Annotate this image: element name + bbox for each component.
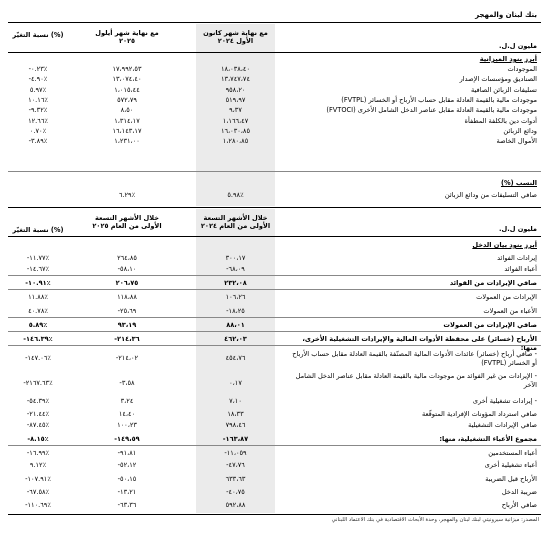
sec2-row-value-2024: ١٠٦،٢٦ <box>225 293 246 301</box>
sec2-row-value-2024: -١٨،٢٥ <box>226 307 245 315</box>
sec1-row-value-2024: ١٨،٠٣٨،٤٠ <box>220 65 251 73</box>
sec2-row-pct: -١١٠.٦٩٪ <box>25 501 51 509</box>
sec2-row-value-2025: ٩٣،١٩ <box>117 321 137 329</box>
sec2-row-value-2025: ١١٨،٨٨ <box>117 293 137 301</box>
sec1-header-2025: مع نهاية شهر أيلول ٢٠٢٥ <box>95 29 159 46</box>
sec2-row-label: صافي الأرباح <box>501 501 537 509</box>
sec1-divider <box>8 171 541 172</box>
sec2-row-label: إيرادات الفوائد <box>497 254 537 262</box>
sec2-row-label: الأرباح (خسائر) على محفظة الأدوات المالية والإيرادات التشغيلية الأخرى، منها: <box>302 335 537 352</box>
sec2-row-divider <box>8 331 541 332</box>
sec1-row-value-2025: ١٦،١٤٣،١٧ <box>112 126 142 135</box>
sec1-row-label: موجودات مالية بالقيمة العادلة مقابل حساب الأرباح أو الخسائر (FVTPL) <box>341 95 537 104</box>
source-note: المصدر: ميزانية سيرونيتي لبنك لبنان والمهجر، وحدة الأبحاث الاقتصادية في بنك الاعتماد اللبناني <box>331 517 539 523</box>
sec2-row-value-2024: ٨٨،٠١ <box>226 321 245 329</box>
sec2-row-pct: -١٤٦.٣٩٪ <box>23 335 53 343</box>
sec2-row-label: صافي الإيرادات التشغيلية <box>468 421 537 429</box>
sec1-row-value-2024: ١،٢٨٠،٨٥ <box>222 137 249 146</box>
sec2-row-value-2024: -١٦٣،٨٧ <box>222 435 249 443</box>
sec1-row-value-2025: ١،٠١٥،٤٤ <box>114 85 140 94</box>
sec2-row-value-2025: ٢٠٦،٧٥ <box>115 279 139 287</box>
sec1-row-label: موجودات مالية بالقيمة العادلة مقابل عناصر الدخل الشامل الأخرى (FVTOCI) <box>326 106 537 115</box>
sec1-row-pct: -٣.٨٩٪ <box>28 137 48 146</box>
sec1-row-pct: ٥.٩٧٪ <box>29 85 47 94</box>
sec1-ratio-2025: ٦.٢٩٪ <box>118 191 136 199</box>
sec1-row-label: الموجودات <box>507 65 537 73</box>
sec2-row-pct: ٤٠.٧٨٪ <box>28 307 48 315</box>
sec2-row-label: - إيرادات تشغيلية أخرى <box>472 397 537 405</box>
sec2-row-label: صافي استرداد المؤونات الإفرادية المتوقّعة <box>421 410 537 418</box>
sec2-row-divider <box>8 345 541 346</box>
sec2-row-value-2024: ٤٥٤،٧٦ <box>225 354 246 362</box>
sec1-row-value-2025: ١٧،٩٩٢،٥٣ <box>112 65 142 73</box>
sec2-row-value-2025: -٦٣،٣٦ <box>117 501 137 509</box>
sec2-row-value-2025: -٢٥،٦٩ <box>117 307 137 315</box>
sec2-row-value-2025: ٢٦٤،٨٥ <box>117 254 137 262</box>
sec1-row-value-2025: ٥٧٢،٧٩ <box>117 95 137 104</box>
sec1-unit-label: مليون ل.ل. <box>499 42 537 50</box>
sec2-row-label: - الإيرادات من غير الفوائد من موجودات مالية بالقيمة العادلة مقابل عناصر الدخل الشامل الآخر <box>295 372 537 389</box>
sec2-row-value-2024: -٤٧،٧٦ <box>226 461 245 469</box>
sec1-row-label: تسليفات الزبائن الصافية <box>470 85 537 94</box>
sec1-row-value-2025: ١،٣١٤،١٧ <box>114 116 140 125</box>
sec2-unit-label: مليون ل.ل. <box>499 225 537 233</box>
sec1-row-pct: -٠.٢٣٪ <box>28 65 48 73</box>
title-underline <box>8 22 541 23</box>
sec2-row-value-2025: -٢١٤،٣٦ <box>114 335 140 343</box>
sec1-header-rule <box>8 52 541 53</box>
sec1-end-rule <box>8 207 541 208</box>
sec2-row-divider <box>8 275 541 276</box>
sec2-row-label: الإيرادات من العمولات <box>476 293 537 301</box>
sec2-row-label: صافي الإيرادات من العمولات <box>443 321 537 329</box>
sec2-row-value-2025: ١٤،٤٠ <box>118 410 136 418</box>
sec2-row-value-2024: -١١،٠٥٩ <box>224 449 247 457</box>
sec1-row-pct: ٠.٧٠٪ <box>29 126 47 135</box>
sec2-row-pct: ٥.٨٩٪ <box>28 321 48 329</box>
sec1-row-label: الصناديق ومؤسسات الإصدار <box>459 75 537 84</box>
sec2-row-value-2025: -٥٠،١٥ <box>117 475 137 483</box>
sec1-row-value-2025: ٨،٥٠ <box>120 106 134 115</box>
sec2-row-label: الأرباح قبل الضريبة <box>485 475 537 483</box>
sec2-row-value-2024: ٥٩٢،٨٨ <box>225 501 246 509</box>
sec2-row-value-2025: -٢١٤،٠٢ <box>115 354 139 362</box>
sec2-row-pct: -٨٧.٤٥٪ <box>26 421 50 429</box>
sec2-row-label: أعباء تشغيلية أخرى <box>484 461 537 469</box>
sec1-row-value-2025: ١،٢٣١،٠٠ <box>114 137 140 146</box>
sec1-row-pct: -٤.٩٠٪ <box>28 75 48 84</box>
sec2-row-value-2024: ١٨،٣٣ <box>227 410 244 418</box>
sec1-header-2024: مع نهاية شهر كانون الأول ٢٠٢٤ <box>203 29 268 46</box>
sec2-row-value-2025: -٣،٥٨ <box>119 379 135 387</box>
sec1-row-value-2024: ٩،٣٧ <box>229 106 242 115</box>
sec2-row-divider <box>8 445 541 446</box>
sec1-ratio-label: صافي التسليفات من ودائع الزبائن <box>444 191 537 199</box>
sec2-row-value-2025: ٣،٢٤ <box>120 397 134 405</box>
sec2-row-value-2024: ٦٣٣،٦٣ <box>225 475 246 483</box>
bank-title: بنك لبنان والمهجر <box>475 11 537 19</box>
sec2-row-pct: -١٠٧.٩١٪ <box>25 475 51 483</box>
sec2-row-pct: -٢١.٤٤٪ <box>26 410 50 418</box>
sec2-row-value-2024: ٤٦٢،٠٣ <box>224 335 247 343</box>
sec2-row-value-2024: -٤٠،٧٥ <box>226 488 245 496</box>
sec2-header-pct: نسبة التغيّر (%) <box>12 226 64 234</box>
sec2-row-pct: ٩.١٢٪ <box>29 461 47 469</box>
sec2-row-pct: -١١.٧٧٪ <box>26 254 50 262</box>
sec2-row-value-2025: ١٠٠،٢٣ <box>117 421 137 429</box>
sec1-row-value-2024: ٥١٩،٩٧ <box>225 95 246 104</box>
sec1-ratios-title: النسب (%) <box>500 179 537 187</box>
sec1-row-value-2024: ٩٥٨،٢٠ <box>225 85 246 94</box>
sec2-row-pct: -٥٤.٣٩٪ <box>26 397 50 405</box>
sec2-row-label: صافي الإيرادات من الفوائد <box>449 279 537 287</box>
sec2-header-rule <box>8 236 541 237</box>
sec2-row-pct: ١١.٨٨٪ <box>28 293 48 301</box>
sec1-row-label: الأموال الخاصة <box>496 137 537 146</box>
sec2-row-label: الأعباء من العمولات <box>483 307 537 315</box>
sec1-row-label: أدوات دين بالكلفة المطفأة <box>464 116 537 125</box>
sec1-row-value-2025: ١٣،٠٧٤،٤٠ <box>112 75 142 84</box>
sec2-subtitle: أبرز بنود بيان الدخل <box>472 241 537 249</box>
sec2-row-value-2025: -٥٨،١٠ <box>117 265 137 273</box>
sec1-header-pct: نسبة التغيّر (%) <box>12 31 64 39</box>
sec2-row-value-2024: ٢٣٢،٠٨ <box>224 279 247 287</box>
sec2-row-divider <box>8 289 541 290</box>
sec1-row-label: ودائع الزبائن <box>503 126 537 135</box>
sec2-row-value-2024: ٣٠٠،١٧ <box>225 254 246 262</box>
sec2-row-value-2024: -٦٨،٠٩ <box>226 265 245 273</box>
sec1-row-pct: ١٢.٦٦٪ <box>28 116 48 125</box>
sec2-row-label: - صافي أرباح (خسائر) عائدات الأدوات المالية المصنّفة بالقيمة العادلة مقابل حساب الأرباح أو الخسائر (FVTPL) <box>292 350 537 367</box>
sec1-ratio-2024: ٥.٩٨٪ <box>227 191 244 199</box>
sec1-row-pct: ١٠.١٦٪ <box>28 95 48 104</box>
sec2-row-pct: -٢١٦٧.٦٣٪ <box>23 379 53 387</box>
bottom-rule <box>8 514 541 515</box>
sec2-row-pct: -١٦.٩٩٪ <box>26 449 50 457</box>
sec2-row-pct: -٨.١٥٪ <box>27 435 49 443</box>
sec2-header-2025: خلال الأشهر التسعة الأولى من العام ٢٠٢٥ <box>92 214 162 231</box>
sec1-subtitle: أبرز بنود الميزانية <box>479 55 537 63</box>
sec2-row-value-2024: ٧،١٠ <box>229 397 242 405</box>
sec2-row-pct: -١٤.٦٧٪ <box>26 265 50 273</box>
sec1-row-value-2024: ١،١٦٦،٤٧ <box>222 116 249 125</box>
sec2-row-value-2025: -٥٢،١٢ <box>117 461 137 469</box>
sec2-row-value-2025: -١٣،٢١ <box>117 488 137 496</box>
sec2-row-pct: -٦٧.٥٨٪ <box>26 488 50 496</box>
sec2-row-label: ضريبة الدخل <box>501 488 537 496</box>
sec2-row-value-2025: -١٤٩،٥٩ <box>114 435 140 443</box>
sec2-row-label: أعباء المستخدمين <box>488 449 537 457</box>
sec1-row-pct: -٩.٣٢٪ <box>28 106 48 115</box>
sec1-row-value-2024: ١٦،٠٣٠،٨٥ <box>220 126 251 135</box>
sec2-row-label: مجموع الأعباء التشغيلية، منها: <box>439 435 537 443</box>
sec2-header-2024: خلال الأشهر التسعة الأولى من العام ٢٠٢٤ <box>200 214 271 231</box>
sec2-row-pct: -١٠.٩١٪ <box>25 279 51 287</box>
sec2-row-divider <box>8 317 541 318</box>
sec2-row-value-2024: ٧٩٨،٤٦ <box>225 421 246 429</box>
sec2-row-pct: -١٤٧.٠٦٪ <box>25 354 51 362</box>
sec2-row-label: أعباء الفوائد <box>504 265 537 273</box>
sec2-row-value-2024: ٠،١٧ <box>229 379 242 387</box>
sec2-row-value-2025: -٩١،٨١ <box>117 449 137 457</box>
sec1-row-value-2024: ١٣،٧٤٧،٧٤ <box>220 75 251 84</box>
